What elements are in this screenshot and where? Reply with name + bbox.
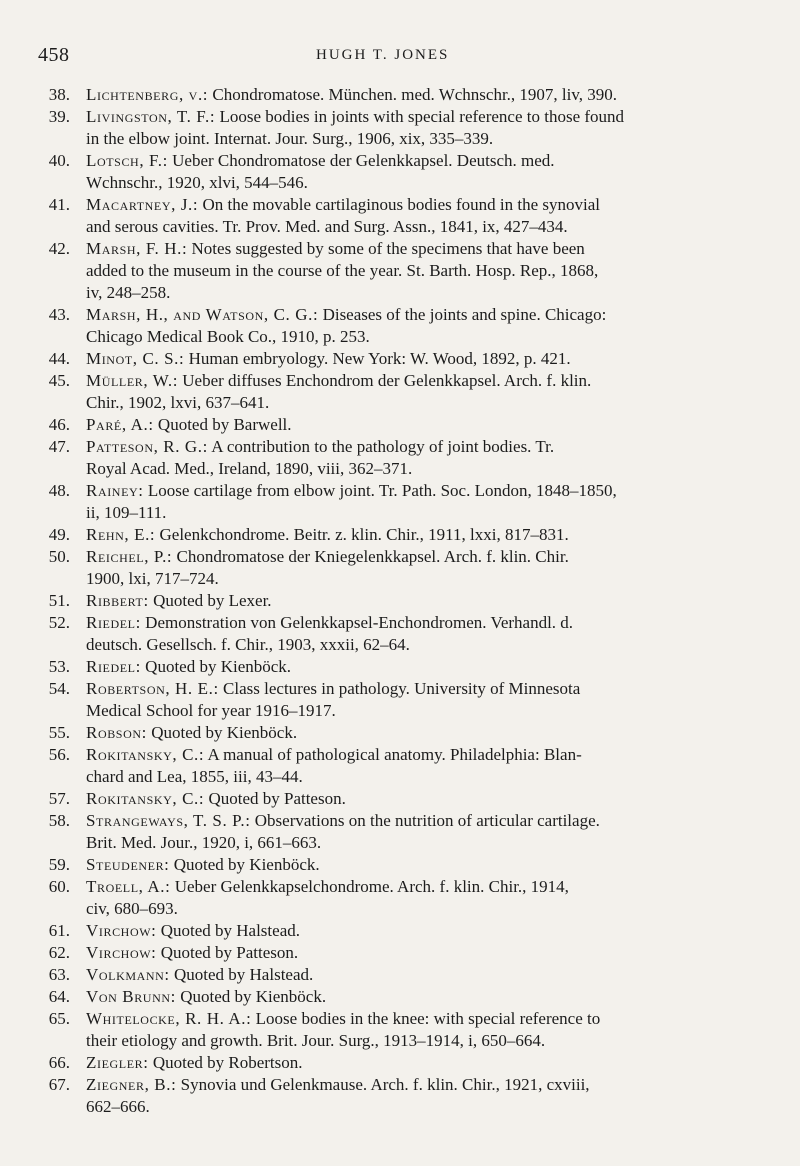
reference-entry [34, 920, 746, 942]
reference-text: chard and Lea, 1855, iii, 43–44. [86, 767, 303, 786]
reference-text: Chondromatose. München. med. Wchnschr., 1907, liv, 390. [212, 85, 618, 104]
reference-author: Robson: [86, 723, 147, 742]
reference-entry [34, 304, 746, 348]
reference-entry [34, 854, 746, 876]
reference-line [86, 1052, 746, 1074]
reference-text: Quoted by Patteson. [160, 943, 299, 962]
reference-line [86, 700, 746, 722]
reference-line [86, 634, 746, 656]
reference-entry [34, 810, 746, 854]
reference-author: Strangeways, T. S. P.: [86, 811, 251, 830]
reference-author: Ziegler: [86, 1053, 149, 1072]
reference-line [86, 84, 746, 106]
reference-line [86, 568, 746, 590]
reference-author: Steudener: [86, 855, 170, 874]
reference-text: 1900, lxi, 717–724. [86, 569, 219, 588]
reference-text: in the elbow joint. Internat. Jour. Surg., 1906, xix, 335–339. [86, 129, 494, 148]
reference-line [86, 150, 746, 172]
reference-text: Gelenkchondrome. Beitr. z. klin. Chir., 1911, lxxi, 817–831. [159, 525, 569, 544]
reference-author: Minot, C. S.: [86, 349, 185, 368]
reference-text: Demonstration von Gelenkkapsel-Enchondromen. Verhandl. d. [145, 613, 574, 632]
reference-entry [34, 194, 746, 238]
reference-line [86, 216, 746, 238]
reference-text: Diseases of the joints and spine. Chicago: [322, 305, 607, 324]
reference-text: Quoted by Halstead. [173, 965, 314, 984]
running-head: HUGH T. JONES [316, 47, 450, 63]
reference-number: 60. [48, 877, 70, 896]
reference-line [86, 744, 746, 766]
reference-text: Human embryology. New York: W. Wood, 1892, p. 421. [188, 349, 571, 368]
reference-text: Notes suggested by some of the specimens that have been [191, 239, 585, 258]
reference-line [86, 128, 746, 150]
reference-entry [34, 876, 746, 920]
reference-number: 59. [48, 855, 70, 874]
reference-entry [34, 942, 746, 964]
reference-line [86, 898, 746, 920]
reference-entry [34, 524, 746, 546]
reference-entry [34, 1074, 746, 1118]
reference-line [86, 370, 746, 392]
reference-entry [34, 590, 746, 612]
reference-number: 56. [48, 745, 70, 764]
reference-line [86, 414, 746, 436]
reference-text: Medical School for year 1916–1917. [86, 701, 336, 720]
reference-author: Lichtenberg, v.: [86, 85, 209, 104]
reference-author: Lotsch, F.: [86, 151, 168, 170]
reference-line [86, 1096, 746, 1118]
reference-number: 46. [48, 415, 70, 434]
reference-line [86, 656, 746, 678]
reference-line [86, 854, 746, 876]
reference-author: Troell, A.: [86, 877, 171, 896]
reference-entry [34, 546, 746, 590]
reference-line [86, 722, 746, 744]
reference-number: 54. [48, 679, 70, 698]
reference-entry [34, 1052, 746, 1074]
reference-text: Chondromatose der Kniegelenkkapsel. Arch. f. klin. Chir. [176, 547, 569, 566]
reference-entry [34, 722, 746, 744]
reference-text: Royal Acad. Med., Ireland, 1890, viii, 362–371. [86, 459, 413, 478]
reference-text: Loose cartilage from elbow joint. Tr. Path. Soc. London, 1848–1850, [147, 481, 617, 500]
reference-text: Quoted by Robertson. [152, 1053, 303, 1072]
reference-line [86, 678, 746, 700]
reference-text: Wchnschr., 1920, xlvi, 544–546. [86, 173, 308, 192]
reference-author: Virchow: [86, 921, 157, 940]
reference-text: Quoted by Lexer. [153, 591, 272, 610]
reference-text: On the movable cartilaginous bodies found in the synovial [202, 195, 601, 214]
reference-author: Von Brunn: [86, 987, 176, 1006]
reference-number: 67. [48, 1075, 70, 1094]
reference-line [86, 986, 746, 1008]
reference-line [86, 1074, 746, 1096]
reference-line [86, 392, 746, 414]
reference-line [86, 810, 746, 832]
reference-entry [34, 656, 746, 678]
reference-author: Robertson, H. E.: [86, 679, 219, 698]
reference-entry [34, 436, 746, 480]
reference-number: 39. [48, 107, 70, 126]
reference-entry [34, 678, 746, 722]
reference-author: Rokitansky, C.: [86, 745, 205, 764]
reference-line [86, 876, 746, 898]
reference-line [86, 1008, 746, 1030]
reference-text: Quoted by Barwell. [157, 415, 292, 434]
reference-entry [34, 414, 746, 436]
reference-author: Rehn, E.: [86, 525, 156, 544]
reference-author: Müller, W.: [86, 371, 179, 390]
reference-author: Riedel: [86, 613, 141, 632]
reference-text: Observations on the nutrition of articular cartilage. [254, 811, 600, 830]
reference-number: 44. [48, 349, 70, 368]
reference-text: Quoted by Kienböck. [151, 723, 298, 742]
reference-entry [34, 84, 746, 106]
reference-number: 58. [48, 811, 70, 830]
reference-number: 55. [48, 723, 70, 742]
page-header [38, 44, 738, 70]
reference-line [86, 612, 746, 634]
reference-text: added to the museum in the course of the year. St. Barth. Hosp. Rep., 1868, [86, 261, 599, 280]
reference-text: Quoted by Patteson. [208, 789, 346, 808]
reference-line [86, 920, 746, 942]
reference-author: Reichel, P.: [86, 547, 173, 566]
reference-line [86, 304, 746, 326]
reference-text: Quoted by Halstead. [160, 921, 300, 940]
reference-line [86, 260, 746, 282]
reference-number: 42. [48, 239, 70, 258]
reference-number: 50. [48, 547, 70, 566]
reference-number: 38. [48, 85, 70, 104]
reference-text: Class lectures in pathology. University of Minnesota [223, 679, 581, 698]
reference-number: 43. [48, 305, 70, 324]
reference-number: 48. [48, 481, 70, 500]
reference-entry [34, 744, 746, 788]
reference-line [86, 1030, 746, 1052]
reference-author: Livingston, T. F.: [86, 107, 216, 126]
reference-text: A contribution to the pathology of joint bodies. Tr. [211, 437, 555, 456]
reference-number: 40. [48, 151, 70, 170]
reference-number: 66. [48, 1053, 70, 1072]
reference-author: Ribbert: [86, 591, 149, 610]
reference-text: Ueber diffuses Enchondrom der Gelenkkapsel. Arch. f. klin. [182, 371, 592, 390]
reference-number: 41. [48, 195, 70, 214]
reference-line [86, 172, 746, 194]
reference-text: Quoted by Kienböck. [173, 855, 320, 874]
reference-number: 57. [48, 789, 70, 808]
reference-text: A manual of pathological anatomy. Philadelphia: Blan- [207, 745, 582, 764]
reference-author: Marsh, H., and Watson, C. G.: [86, 305, 319, 324]
reference-entry [34, 150, 746, 194]
reference-entry [34, 370, 746, 414]
page-number: 458 [38, 44, 70, 66]
reference-line [86, 964, 746, 986]
reference-line [86, 326, 746, 348]
reference-author: Rokitansky, C.: [86, 789, 205, 808]
reference-author: Marsh, F. H.: [86, 239, 188, 258]
reference-entry [34, 612, 746, 656]
reference-text: Chir., 1902, lxvi, 637–641. [86, 393, 270, 412]
reference-author: Ziegner, B.: [86, 1075, 177, 1094]
reference-entry [34, 480, 746, 524]
reference-text: ii, 109–111. [86, 503, 167, 522]
reference-line [86, 194, 746, 216]
reference-author: Paré, A.: [86, 415, 154, 434]
reference-text: Loose bodies in the knee: with special reference to [255, 1009, 601, 1028]
reference-line [86, 238, 746, 260]
reference-number: 63. [48, 965, 70, 984]
reference-author: Whitelocke, R. H. A.: [86, 1009, 252, 1028]
reference-text: Loose bodies in joints with special reference to those found [219, 107, 625, 126]
reference-line [86, 590, 746, 612]
reference-number: 65. [48, 1009, 70, 1028]
reference-line [86, 502, 746, 524]
reference-line [86, 480, 746, 502]
reference-author: Volkmann: [86, 965, 170, 984]
reference-author: Patteson, R. G.: [86, 437, 208, 456]
reference-text: Quoted by Kienböck. [145, 657, 292, 676]
reference-number: 53. [48, 657, 70, 676]
reference-text: civ, 680–693. [86, 899, 178, 918]
reference-text: and serous cavities. Tr. Prov. Med. and Surg. Assn., 1841, ix, 427–434. [86, 217, 568, 236]
reference-author: Rainey: [86, 481, 144, 500]
reference-number: 51. [48, 591, 70, 610]
reference-line [86, 832, 746, 854]
reference-line [86, 106, 746, 128]
reference-author: Macartney, J.: [86, 195, 199, 214]
reference-number: 62. [48, 943, 70, 962]
reference-line [86, 942, 746, 964]
reference-text: their etiology and growth. Brit. Jour. Surg., 1913–1914, i, 650–664. [86, 1031, 546, 1050]
reference-number: 49. [48, 525, 70, 544]
reference-number: 64. [48, 987, 70, 1006]
reference-entry [34, 788, 746, 810]
reference-number: 52. [48, 613, 70, 632]
reference-text: Synovia und Gelenkmause. Arch. f. klin. Chir., 1921, cxviii, [180, 1075, 590, 1094]
reference-text: Ueber Gelenkkapselchondrome. Arch. f. klin. Chir., 1914, [174, 877, 569, 896]
reference-line [86, 788, 746, 810]
reference-text: Ueber Chondromatose der Gelenkkapsel. Deutsch. med. [172, 151, 555, 170]
reference-line [86, 458, 746, 480]
reference-entry [34, 964, 746, 986]
reference-line [86, 766, 746, 788]
reference-entry [34, 986, 746, 1008]
reference-text: deutsch. Gesellsch. f. Chir., 1903, xxxii, 62–64. [86, 635, 410, 654]
reference-list [34, 84, 746, 1118]
reference-entry [34, 106, 746, 150]
reference-line [86, 348, 746, 370]
reference-number: 61. [48, 921, 70, 940]
reference-text: Quoted by Kienböck. [180, 987, 327, 1006]
reference-line [86, 546, 746, 568]
reference-entry [34, 1008, 746, 1052]
reference-text: Chicago Medical Book Co., 1910, p. 253. [86, 327, 370, 346]
reference-text: Brit. Med. Jour., 1920, i, 661–663. [86, 833, 322, 852]
reference-number: 47. [48, 437, 70, 456]
reference-line [86, 282, 746, 304]
reference-entry [34, 348, 746, 370]
reference-number: 45. [48, 371, 70, 390]
reference-line [86, 436, 746, 458]
reference-text: 662–666. [86, 1097, 150, 1116]
reference-author: Riedel: [86, 657, 141, 676]
reference-author: Virchow: [86, 943, 157, 962]
reference-text: iv, 248–258. [86, 283, 171, 302]
reference-entry [34, 238, 746, 304]
reference-line [86, 524, 746, 546]
